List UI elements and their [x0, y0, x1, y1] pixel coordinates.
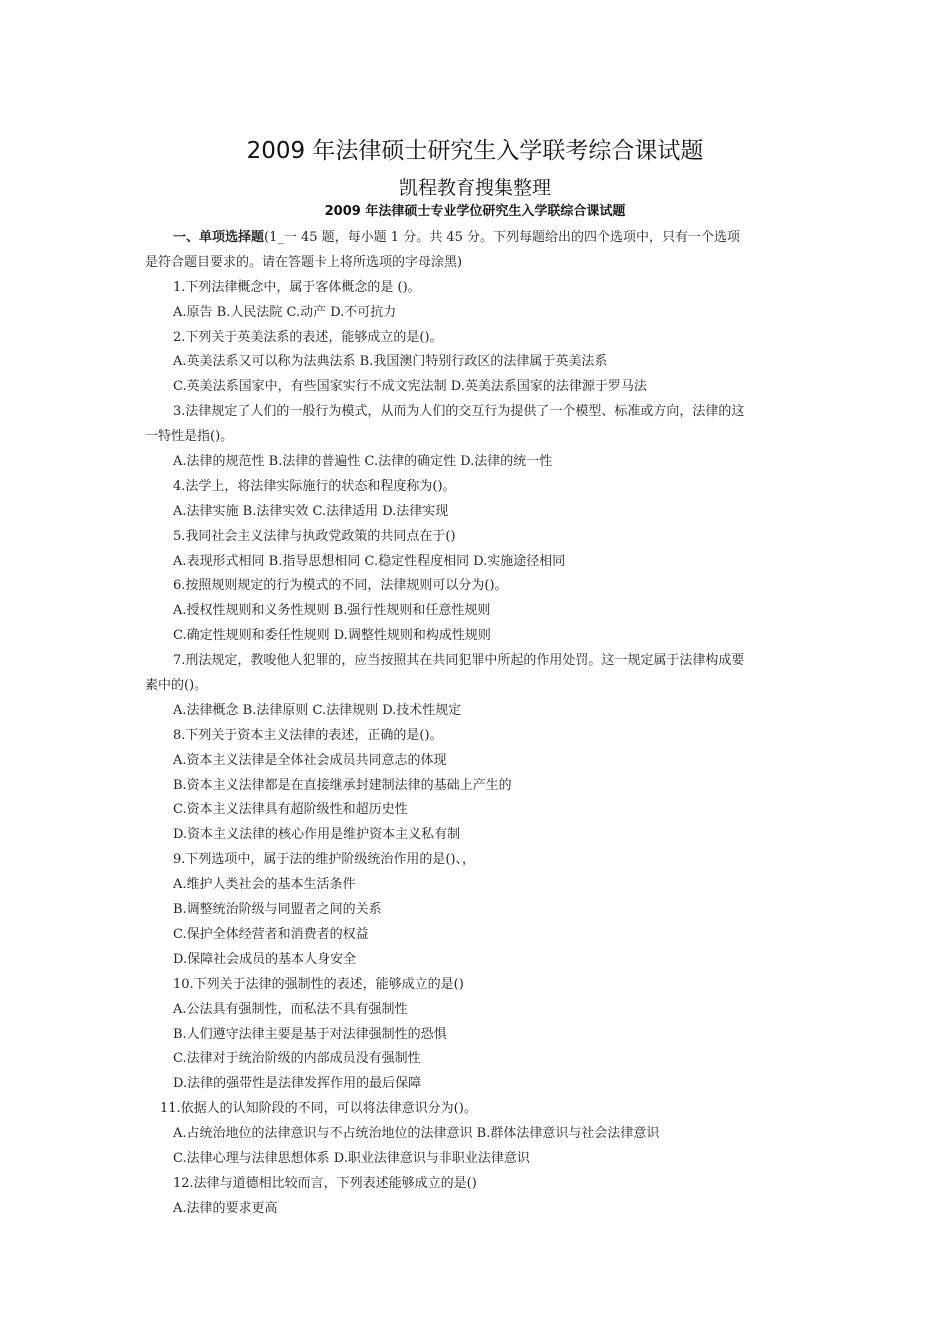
document-subtitle: 凯程教育搜集整理: [398, 177, 551, 199]
option-line: D.法律的强带性是法律发挥作用的最后保障: [173, 1076, 422, 1092]
option-line: A.法律的规范性 B.法律的普遍性 C.法律的确定性 D.法律的统一性: [173, 454, 553, 470]
option-line: B.人们遵守法律主要是基于对法律强制性的恐惧: [173, 1026, 447, 1042]
option-line: D.保障社会成员的基本人身安全: [173, 951, 357, 967]
option-line: C.法律对于统治阶级的内部成员没有强制性: [173, 1051, 421, 1067]
option-line: A.英美法系又可以称为法典法系 B.我国澳门特别行政区的法律属于英美法系: [173, 354, 608, 370]
option-line: D.资本主义法律的核心作用是维护资本主义私有制: [173, 827, 461, 843]
option-line: A.占统治地位的法律意识与不占统治地位的法律意识 B.群体法律意识与社会法律意识: [173, 1126, 660, 1142]
question-line: 10.下列关于法律的强制性的表述，能够成立的是(): [173, 976, 464, 992]
option-line: A.授权性规则和义务性规则 B.强行性规则和任意性规则: [173, 603, 491, 619]
question-line: 11.依据人的认知阶段的不同，可以将法律意识分为()。: [160, 1101, 477, 1117]
section-intro: [145, 226, 810, 251]
option-line: A.表现形式相同 B.指导思想相同 C.稳定性程度相同 D.实施途径相同: [173, 553, 566, 569]
question-line: 6.按照规则规定的行为模式的不同，法律规则可以分为()。: [173, 578, 508, 594]
document-body: [145, 226, 810, 1222]
option-line: B.资本主义法律都是在直接继承封建制法律的基础上产生的: [173, 777, 512, 793]
option-line: A.法律概念 B.法律原则 C.法律规则 D.技术性规定: [173, 702, 462, 718]
option-line: C.确定性规则和委任性规则 D.调整性规则和构成性规则: [173, 628, 491, 644]
section-heading: 一、单项选择题: [173, 230, 265, 245]
option-line: A.公法具有强制性，而私法不具有强制性: [173, 1001, 408, 1017]
question-line: 2.下列关于英美法系的表述，能够成立的是()。: [173, 329, 443, 345]
option-line: A.法律的要求更高: [173, 1200, 278, 1216]
option-line: A.资本主义法律是全体社会成员共同意志的体现: [173, 752, 447, 768]
option-line: C.英美法系国家中，有些国家实行不成文宪法制 D.英美法系国家的法律源于罗马法: [173, 379, 647, 395]
question-line: 7.刑法规定，教唆他人犯罪的，应当按照其在共同犯罪中所起的作用处罚。这一规定属于法律构成要: [173, 653, 745, 669]
question-line: 1.下列法律概念中，属于客体概念的是 ()。: [173, 279, 421, 295]
document-exam-title: 2009 年法律硕士专业学位研究生入学联综合课试题: [324, 204, 626, 219]
option-line: C.法律心理与法律思想体系 D.职业法律意识与非职业法律意识: [173, 1150, 530, 1166]
section-intro-cont: 是符合题目要求的。请在答题卡上将所选项的字母涂黑): [145, 254, 463, 270]
document-title: 2009 年法律硕士研究生入学联考综合课试题: [246, 138, 704, 164]
question-line: 9.下列选项中，属于法的维护阶级统治作用的是()、，: [173, 852, 476, 868]
option-line: C.保护全体经营者和消费者的权益: [173, 926, 369, 942]
option-line: A.维护人类社会的基本生活条件: [173, 877, 356, 893]
section-intro-text: (1_一 45 题，每小题 1 分。共 45 分。下列每题给出的四个选项中，只有一个选项: [264, 230, 741, 245]
option-line: A.法律实施 B.法律实效 C.法律适用 D.法律实现: [173, 503, 449, 519]
option-line: B.调整统治阶级与同盟者之间的关系: [173, 902, 382, 918]
question-line: 4.法学上，将法律实际施行的状态和程度称为()。: [173, 478, 456, 494]
question-line: 8.下列关于资本主义法律的表述，正确的是()。: [173, 727, 443, 743]
option-line: C.资本主义法律具有超阶级性和超历史性: [173, 802, 408, 818]
question-line-cont: 素中的()。: [145, 678, 208, 694]
question-line-cont: 一特性是指()。: [145, 429, 234, 445]
question-line: 5.我同社会主义法律与执政党政策的共同点在于(): [173, 528, 456, 544]
option-line: A.原告 B.人民法院 C.动产 D.不可抗力: [173, 304, 397, 320]
question-line: 12.法律与道德相比较而言，下列表述能够成立的是(): [173, 1175, 477, 1191]
question-line: 3.法律规定了人们的一般行为模式，从而为人们的交互行为提供了一个模型、标准或方向，法律的这: [173, 404, 745, 420]
